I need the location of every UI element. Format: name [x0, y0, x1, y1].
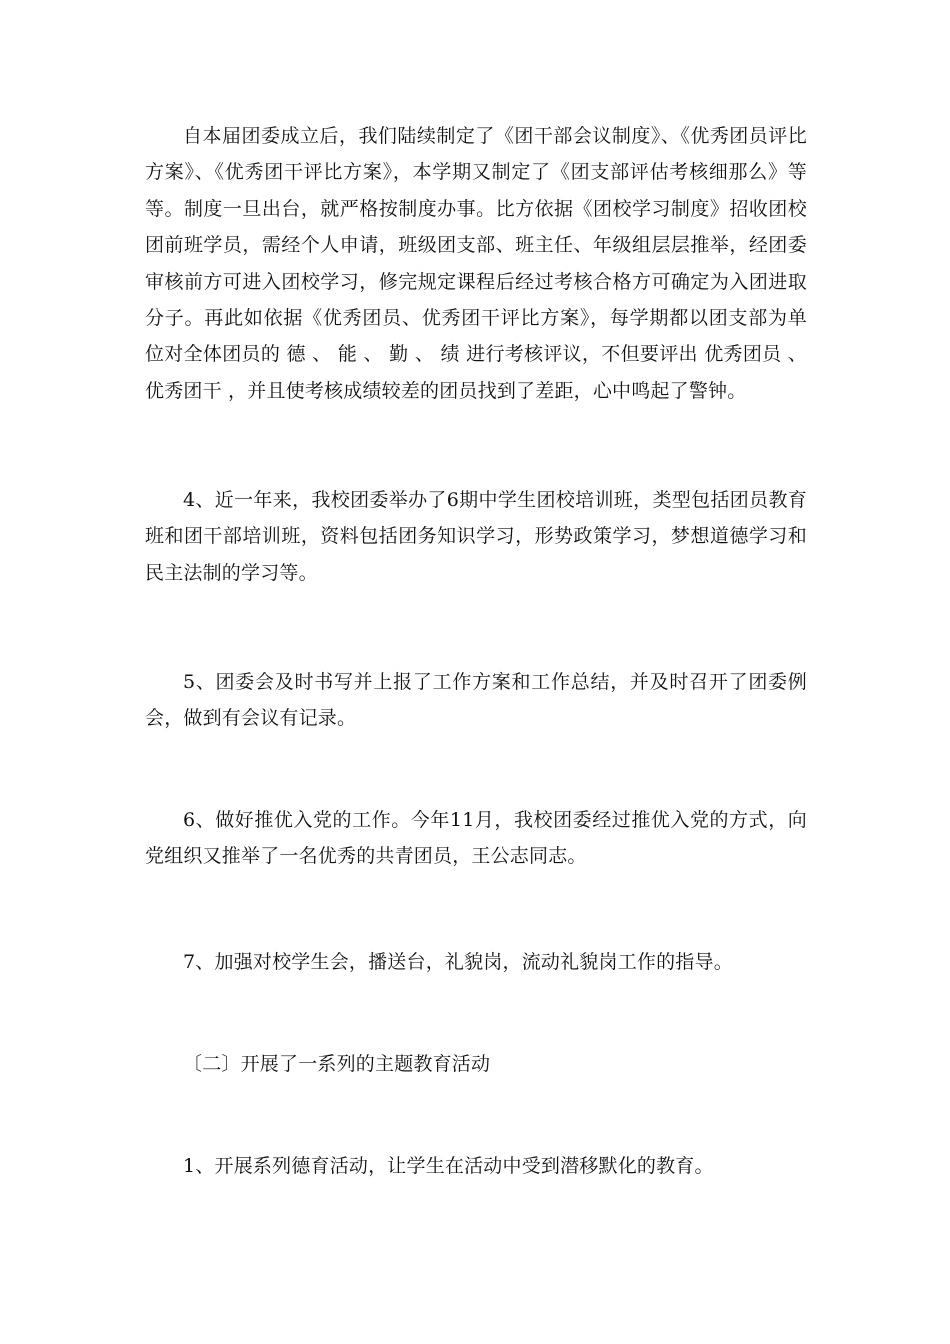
paragraph-item-7: 7、加强对校学生会，播送台，礼貌岗，流动礼貌岗工作的指导。 [183, 951, 733, 973]
paragraph-subitem-1: 1、开展系列德育活动，让学生在活动中受到潜移默化的教育。 [183, 1155, 714, 1177]
paragraph-item-6: 6、做好推优入党的工作。今年11月，我校团委经过推优入党的方式，向党组织又推举了一名优秀的共青团员，王公志同志。 [145, 809, 807, 868]
paragraph-item-4: 4、近一年来，我校团委举办了6期中学生团校培训班，类型包括团员教育班和团干部培训班，资料包括团务知识学习，形势政策学习，梦想道德学习和民主法制的学习等。 [145, 489, 807, 584]
paragraph-item-5: 5、团委会及时书写并上报了工作方案和工作总结，并及时召开了团委例会，做到有会议有记录。 [145, 671, 807, 730]
paragraph-system-rules: 自本届团委成立后，我们陆续制定了《团干部会议制度》、《优秀团员评比方案》、《优秀团干评比方案》，本学期又制定了《团支部评估考核细那么》等等。制度一旦出台，就严格按制度办事。比方依据《团校学习制度》招收团校团前班学员，需经个人申请，班级团支部、班主任、年级组层层推举，经团委审核前方可进入团校学习，修完规定课程后经过考核合格方可确定为入团进取分子。再此如依据《优秀团员、优秀团干评比方案》，每学期都以团支部为单位对全体团员的 德 、 能 、 勤 、 绩 进行考核评议，不但要评出 优秀团员 、 优秀团干 ，并且使考核成绩较差的团员找到了差距，心中鸣起了警钟。 [145, 125, 807, 402]
section-heading-2: 〔二〕开展了一系列的主题教育活动 [183, 1053, 491, 1075]
